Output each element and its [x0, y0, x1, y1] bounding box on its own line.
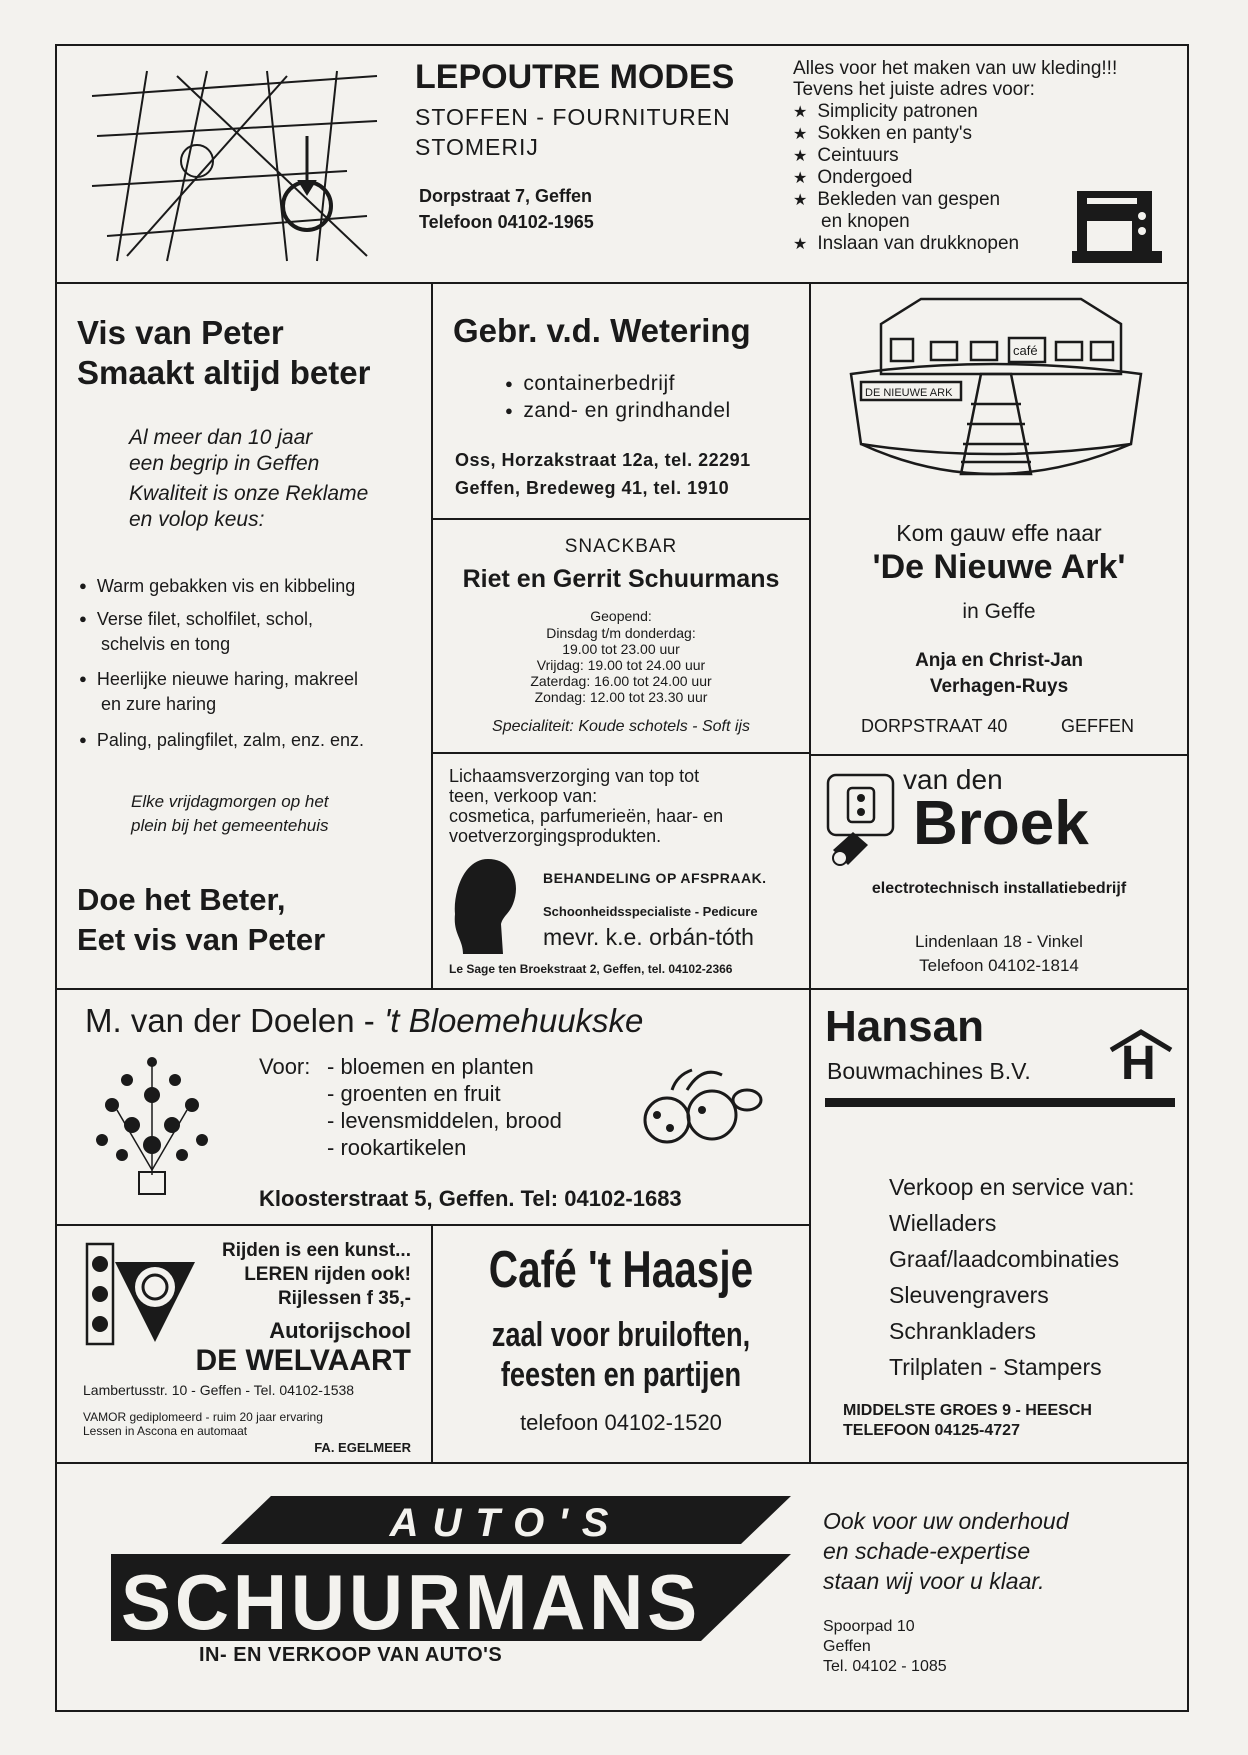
ad-welvaart — [55, 1224, 433, 1464]
schuurmans-phone: Tel. 04102 - 1085 — [823, 1658, 947, 1675]
haasje-name: Café 't Haasje — [488, 1241, 754, 1299]
ark-owners1: Anja en Christ-Jan — [915, 650, 1083, 671]
haasje-line2: feesten en partijen — [500, 1356, 742, 1394]
beauty-line: cosmetica, parfumerieën, haar- en — [449, 806, 724, 826]
ad-vis-van-peter — [55, 282, 433, 990]
welvaart-l1: Rijden is een kunst... — [222, 1240, 411, 1261]
ark-house-drawing — [841, 294, 1151, 514]
beauty-line: Lichaamsverzorging van top tot — [449, 766, 700, 786]
doelen-voor: Voor: — [259, 1054, 311, 1079]
lepoutre-item-cont: en knopen — [821, 211, 910, 232]
vis-item: ● Warm gebakken vis en kibbeling — [79, 576, 355, 597]
schuurmans-slogan: en schade-expertise — [823, 1538, 1031, 1564]
broek-sub: electrotechnisch installatiebedrijf — [871, 880, 1127, 897]
lepoutre-phone: Telefoon 04102-1965 — [419, 212, 594, 232]
lepoutre-item: ★ Simplicity patronen — [793, 101, 978, 123]
vis-note1: Elke vrijdagmorgen op het — [131, 792, 329, 811]
vis-item: ● Paling, palingfilet, zalm, enz. enz. — [79, 730, 364, 751]
ark-owners2: Verhagen-Ruys — [929, 676, 1069, 697]
lepoutre-line1: STOFFEN - FOURNITUREN — [415, 104, 731, 130]
hansan-item: Trilplaten - Stampers — [889, 1354, 1102, 1380]
hansan-logo-letter: H — [1121, 1037, 1156, 1090]
ad-wetering — [431, 282, 811, 520]
lepoutre-intro2: Tevens het juiste adres voor: — [793, 79, 1035, 100]
lepoutre-line2: STOMERIJ — [415, 134, 539, 160]
hansan-addr1: MIDDELSTE GROES 9 - HEESCH — [843, 1402, 1092, 1419]
haasje-line1: zaal voor bruiloften, — [491, 1316, 751, 1354]
ark-place: in Geffe — [962, 600, 1036, 623]
broek-name: Broek — [913, 789, 1089, 858]
hansan-bar — [825, 1098, 1175, 1107]
welvaart-owner: FA. EGELMEER — [314, 1440, 411, 1455]
snackbar-hours: 19.00 tot 23.00 uur — [562, 641, 680, 657]
ad-hansan — [809, 988, 1189, 1464]
broek-phone: Telefoon 04102-1814 — [919, 956, 1079, 975]
snackbar-open: Geopend: — [590, 608, 652, 624]
lepoutre-item: ★ Inslaan van drukknopen — [793, 233, 1019, 255]
vis-item: ● Verse filet, scholfilet, schol, — [79, 609, 313, 630]
welvaart-l2: LEREN rijden ook! — [244, 1264, 411, 1285]
vis-title2: Smaakt altijd beter — [77, 354, 371, 391]
doelen-item: - levensmiddelen, brood — [327, 1108, 562, 1133]
ark-name: 'De Nieuwe Ark' — [872, 548, 1126, 586]
welvaart-note1: VAMOR gediplomeerd - ruim 20 jaar ervaring — [83, 1410, 323, 1424]
vis-intro: en volop keus: — [129, 508, 265, 531]
welvaart-address: Lambertusstr. 10 - Geffen - Tel. 04102-1538 — [83, 1382, 355, 1398]
beauty-role: Schoonheidsspecialiste - Pedicure — [543, 904, 758, 919]
ad-haasje — [431, 1224, 811, 1464]
vis-intro: een begrip in Geffen — [129, 452, 320, 475]
hansan-item: Sleuvengravers — [889, 1282, 1049, 1308]
schuurmans-slogan: staan wij voor u klaar. — [823, 1568, 1045, 1594]
woman-silhouette-icon — [443, 854, 523, 964]
wetering-item: ● zand- en grindhandel — [505, 399, 731, 423]
snackbar-hours: Zaterdag: 16.00 tot 24.00 uur — [530, 673, 712, 689]
flower-bouquet-icon — [87, 1050, 217, 1200]
welvaart-note2: Lessen in Ascona en automaat — [83, 1424, 248, 1438]
fruit-basket-icon — [632, 1060, 772, 1160]
hansan-item: Wielladers — [889, 1210, 997, 1236]
lepoutre-item: ★ Bekleden van gespen — [793, 189, 1000, 211]
beauty-line: voetverzorgingsprodukten. — [449, 826, 662, 846]
ad-autos-schuurmans — [55, 1462, 1189, 1712]
street-map-icon — [87, 66, 387, 266]
vis-intro: Al meer dan 10 jaar — [129, 426, 313, 449]
beauty-appointment: BEHANDELING OP AFSPRAAK. — [543, 870, 767, 886]
doelen-item: - bloemen en planten — [327, 1054, 534, 1079]
ad-beauty — [431, 752, 811, 990]
wetering-item: ● containerbedrijf — [505, 372, 675, 396]
hansan-intro: Verkoop en service van: — [889, 1174, 1135, 1200]
ark-intro: Kom gauw effe naar — [896, 520, 1102, 546]
snackbar-hours: Vrijdag: 19.00 tot 24.00 uur — [536, 657, 706, 673]
ark-sign: DE NIEUWE ARK — [865, 387, 953, 399]
snackbar-special: Specialiteit: Koude schotels - Soft ijs — [492, 718, 750, 735]
vis-slogan2: Eet vis van Peter — [77, 922, 326, 957]
ad-van-der-doelen — [55, 988, 811, 1226]
beauty-name: mevr. k.e. orbán-tóth — [543, 924, 754, 950]
doelen-title-italic: 't Bloemehuukske — [383, 1002, 644, 1039]
vis-slogan1: Doe het Beter, — [77, 882, 286, 917]
vis-intro: Kwaliteit is onze Reklame — [129, 482, 369, 505]
ad-nieuwe-ark — [809, 282, 1189, 756]
sewing-machine-icon — [1072, 186, 1162, 271]
schuurmans-logo — [101, 1496, 791, 1646]
traffic-light-logo — [85, 1242, 205, 1352]
hansan-item: Schrankladers — [889, 1318, 1037, 1344]
welvaart-l3: Rijlessen f 35,- — [277, 1288, 411, 1309]
vis-title1: Vis van Peter — [77, 314, 284, 351]
broek-addr: Lindenlaan 18 - Vinkel — [915, 932, 1083, 951]
beauty-line: teen, verkoop van: — [449, 786, 598, 806]
schuurmans-name: SCHUURMANS — [121, 1558, 701, 1646]
vis-item: ● Heerlijke nieuwe haring, makreel — [79, 669, 358, 690]
hansan-addr2: TELEFOON 04125-4727 — [843, 1422, 1020, 1439]
snackbar-hours: Dinsdag t/m donderdag: — [546, 625, 696, 641]
beauty-address: Le Sage ten Broekstraat 2, Geffen, tel. 04102-2366 — [449, 962, 733, 976]
lepoutre-address: Dorpstraat 7, Geffen — [419, 186, 593, 206]
vis-item-cont: en zure haring — [101, 694, 217, 714]
haasje-phone: telefoon 04102-1520 — [520, 1410, 722, 1435]
schuurmans-sub: IN- EN VERKOOP VAN AUTO'S — [199, 1644, 503, 1666]
lepoutre-title: LEPOUTRE MODES — [415, 58, 735, 96]
doelen-address: Kloosterstraat 5, Geffen. Tel: 04102-1683 — [259, 1186, 682, 1211]
wetering-title: Gebr. v.d. Wetering — [453, 312, 751, 349]
lepoutre-item: ★ Ondergoed — [793, 167, 912, 189]
schuurmans-city: Geffen — [823, 1638, 871, 1655]
vis-note2: plein bij het gemeentehuis — [131, 816, 329, 835]
hansan-item: Graaf/laadcombinaties — [889, 1246, 1120, 1272]
schuurmans-top: AUTO'S — [389, 1501, 623, 1545]
schuurmans-street: Spoorpad 10 — [823, 1618, 915, 1635]
ad-snackbar — [431, 518, 811, 754]
snackbar-hours: Zondag: 12.00 tot 23.30 uur — [534, 689, 708, 705]
ark-city: GEFFEN — [1061, 716, 1135, 736]
ad-lepoutre — [55, 44, 1189, 284]
doelen-item: - rookartikelen — [327, 1135, 467, 1160]
doelen-title-main: M. van der Doelen - — [85, 1002, 384, 1039]
welvaart-type: Autorijschool — [269, 1318, 411, 1343]
schuurmans-slogan: Ook voor uw onderhoud — [823, 1508, 1069, 1534]
wetering-addr1: Oss, Horzakstraat 12a, tel. 22291 — [455, 450, 751, 470]
wetering-addr2: Geffen, Bredeweg 41, tel. 1910 — [455, 478, 730, 498]
snackbar-label: SNACKBAR — [564, 536, 678, 557]
vis-item-cont: schelvis en tong — [101, 634, 231, 654]
ark-cafe-sign: café — [1013, 343, 1038, 358]
lepoutre-intro1: Alles voor het maken van uw kleding!!! — [793, 58, 1118, 79]
ad-van-den-broek — [809, 754, 1189, 990]
snackbar-name: Riet en Gerrit Schuurmans — [462, 565, 780, 593]
electric-socket-icon — [823, 770, 913, 870]
lepoutre-item: ★ Ceintuurs — [793, 145, 899, 167]
broek-pre: van den — [903, 764, 1003, 795]
welvaart-name: DE WELVAART — [195, 1344, 411, 1377]
lepoutre-item: ★ Sokken en panty's — [793, 123, 972, 145]
ark-street: DORPSTRAAT 40 — [861, 716, 1008, 736]
doelen-title — [85, 1002, 643, 1040]
hansan-sub: Bouwmachines B.V. — [827, 1058, 1031, 1084]
hansan-name: Hansan — [825, 1002, 984, 1051]
doelen-item: - groenten en fruit — [327, 1081, 501, 1106]
